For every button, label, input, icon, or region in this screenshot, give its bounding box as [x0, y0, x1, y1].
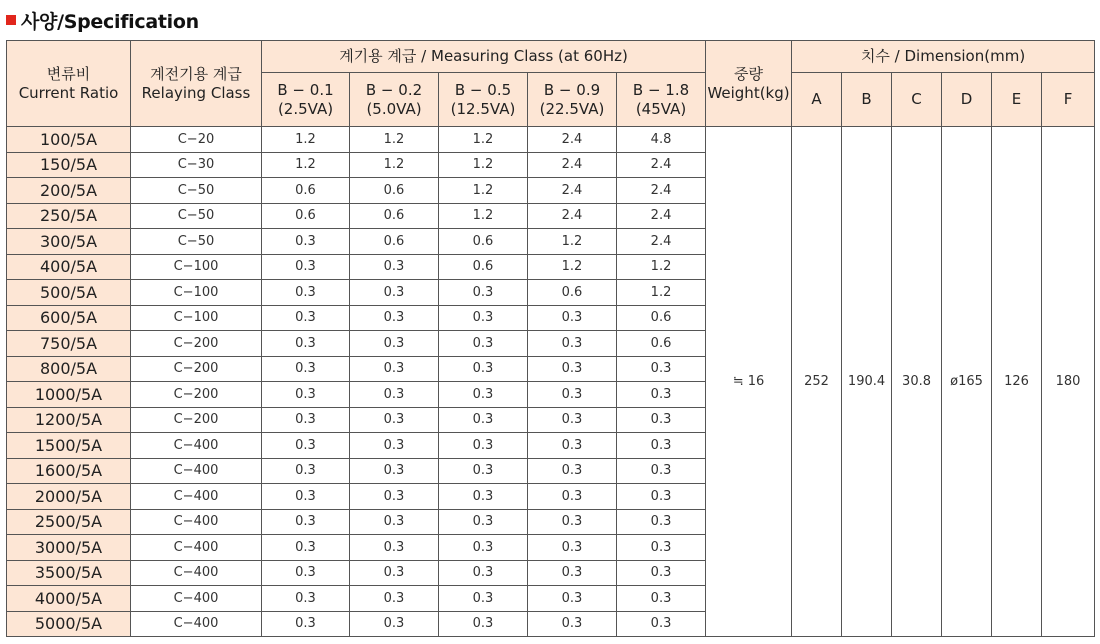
measuring-value-cell: 0.3	[262, 331, 350, 357]
current-ratio-cell: 200/5A	[7, 178, 131, 204]
current-ratio-cell: 2500/5A	[7, 509, 131, 535]
section-title	[6, 7, 199, 33]
red-square-icon	[6, 15, 16, 25]
measuring-value-cell: 0.3	[262, 509, 350, 535]
measuring-value-cell: 0.3	[350, 305, 439, 331]
dimension-value-cell: 180	[1042, 127, 1095, 637]
header-measuring-class: 계기용 계급 / Measuring Class (at 60Hz)	[262, 41, 706, 73]
relaying-class-cell: C−20	[131, 127, 262, 153]
header-dimension-col: C	[892, 73, 942, 127]
measuring-value-cell: 0.3	[350, 382, 439, 408]
relaying-class-cell: C−400	[131, 586, 262, 612]
current-ratio-cell: 100/5A	[7, 127, 131, 153]
measuring-value-cell: 0.3	[528, 382, 617, 408]
measuring-value-cell: 1.2	[439, 152, 528, 178]
measuring-value-cell: 0.6	[439, 254, 528, 280]
measuring-value-cell: 0.3	[617, 509, 706, 535]
measuring-value-cell: 0.6	[617, 305, 706, 331]
measuring-value-cell: 0.3	[439, 433, 528, 459]
measuring-value-cell: 0.3	[439, 280, 528, 306]
dimension-value-cell: ø165	[942, 127, 992, 637]
dimension-value-cell: 252	[792, 127, 842, 637]
measuring-value-cell: 0.3	[439, 458, 528, 484]
measuring-value-cell: 0.3	[262, 280, 350, 306]
measuring-value-cell: 0.3	[262, 484, 350, 510]
measuring-value-cell: 0.3	[439, 484, 528, 510]
header-dimension-col: B	[842, 73, 892, 127]
relaying-class-cell: C−400	[131, 509, 262, 535]
current-ratio-cell: 4000/5A	[7, 586, 131, 612]
measuring-value-cell: 0.3	[262, 535, 350, 561]
measuring-value-cell: 0.3	[262, 229, 350, 255]
measuring-value-cell: 2.4	[528, 152, 617, 178]
measuring-value-cell: 0.3	[617, 484, 706, 510]
measuring-value-cell: 0.3	[528, 560, 617, 586]
relaying-class-cell: C−200	[131, 331, 262, 357]
measuring-value-cell: 2.4	[528, 178, 617, 204]
measuring-value-cell: 0.3	[528, 331, 617, 357]
measuring-value-cell: 0.6	[262, 178, 350, 204]
current-ratio-cell: 1600/5A	[7, 458, 131, 484]
current-ratio-cell: 800/5A	[7, 356, 131, 382]
measuring-value-cell: 0.3	[350, 458, 439, 484]
measuring-value-cell: 0.3	[617, 611, 706, 637]
measuring-value-cell: 1.2	[528, 254, 617, 280]
measuring-value-cell: 1.2	[617, 254, 706, 280]
measuring-value-cell: 2.4	[528, 127, 617, 153]
measuring-value-cell: 0.3	[617, 433, 706, 459]
table-body	[7, 127, 1095, 637]
measuring-value-cell: 0.3	[262, 458, 350, 484]
relaying-class-cell: C−100	[131, 280, 262, 306]
relaying-class-cell: C−400	[131, 433, 262, 459]
measuring-value-cell: 0.3	[262, 433, 350, 459]
header-dimension-col: F	[1042, 73, 1095, 127]
current-ratio-cell: 750/5A	[7, 331, 131, 357]
measuring-value-cell: 0.3	[262, 382, 350, 408]
measuring-value-cell: 0.3	[528, 305, 617, 331]
current-ratio-cell: 2000/5A	[7, 484, 131, 510]
measuring-value-cell: 0.3	[617, 586, 706, 612]
measuring-value-cell: 1.2	[350, 152, 439, 178]
measuring-value-cell: 0.3	[528, 509, 617, 535]
measuring-value-cell: 0.3	[350, 509, 439, 535]
measuring-value-cell: 0.3	[439, 407, 528, 433]
measuring-value-cell: 0.3	[439, 305, 528, 331]
measuring-value-cell: 2.4	[617, 203, 706, 229]
header-dimension-col: A	[792, 73, 842, 127]
current-ratio-cell: 3500/5A	[7, 560, 131, 586]
measuring-value-cell: 1.2	[439, 203, 528, 229]
measuring-value-cell: 0.3	[439, 535, 528, 561]
measuring-value-cell: 2.4	[617, 178, 706, 204]
dimension-value-cell: 30.8	[892, 127, 942, 637]
measuring-value-cell: 0.3	[617, 560, 706, 586]
measuring-value-cell: 0.3	[439, 586, 528, 612]
measuring-value-cell: 0.6	[350, 229, 439, 255]
measuring-value-cell: 0.3	[439, 331, 528, 357]
current-ratio-cell: 600/5A	[7, 305, 131, 331]
measuring-value-cell: 0.3	[350, 611, 439, 637]
measuring-value-cell: 0.3	[262, 586, 350, 612]
measuring-value-cell: 0.6	[350, 203, 439, 229]
current-ratio-cell: 5000/5A	[7, 611, 131, 637]
measuring-value-cell: 0.3	[350, 433, 439, 459]
measuring-value-cell: 1.2	[617, 280, 706, 306]
measuring-value-cell: 0.3	[262, 560, 350, 586]
header-relaying-class: 계전기용 계급 Relaying Class	[131, 41, 262, 127]
measuring-value-cell: 0.3	[350, 331, 439, 357]
measuring-value-cell: 0.3	[350, 586, 439, 612]
current-ratio-cell: 300/5A	[7, 229, 131, 255]
relaying-class-cell: C−400	[131, 535, 262, 561]
weight-cell: ≒ 16	[706, 127, 792, 637]
current-ratio-cell: 500/5A	[7, 280, 131, 306]
measuring-value-cell: 0.3	[528, 433, 617, 459]
relaying-class-cell: C−400	[131, 560, 262, 586]
measuring-value-cell: 1.2	[262, 152, 350, 178]
measuring-value-cell: 0.3	[528, 356, 617, 382]
measuring-value-cell: 1.2	[439, 127, 528, 153]
relaying-class-cell: C−400	[131, 611, 262, 637]
current-ratio-cell: 1200/5A	[7, 407, 131, 433]
measuring-value-cell: 0.3	[439, 560, 528, 586]
measuring-value-cell: 1.2	[439, 178, 528, 204]
measuring-value-cell: 0.3	[350, 280, 439, 306]
measuring-value-cell: 0.3	[439, 356, 528, 382]
specification-table	[6, 40, 1095, 637]
measuring-value-cell: 0.3	[617, 356, 706, 382]
measuring-value-cell: 2.4	[617, 152, 706, 178]
measuring-value-cell: 0.3	[617, 382, 706, 408]
measuring-value-cell: 0.6	[617, 331, 706, 357]
measuring-value-cell: 0.3	[528, 586, 617, 612]
measuring-value-cell: 0.3	[617, 535, 706, 561]
measuring-value-cell: 0.3	[350, 407, 439, 433]
measuring-value-cell: 0.3	[528, 535, 617, 561]
header-dimension: 치수 / Dimension(mm)	[792, 41, 1095, 73]
measuring-value-cell: 0.3	[439, 509, 528, 535]
relaying-class-cell: C−50	[131, 229, 262, 255]
measuring-value-cell: 0.3	[262, 254, 350, 280]
measuring-value-cell: 0.3	[617, 407, 706, 433]
current-ratio-cell: 400/5A	[7, 254, 131, 280]
measuring-value-cell: 0.3	[262, 611, 350, 637]
measuring-value-cell: 0.3	[262, 356, 350, 382]
current-ratio-cell: 1500/5A	[7, 433, 131, 459]
relaying-class-cell: C−50	[131, 178, 262, 204]
measuring-value-cell: 0.3	[439, 382, 528, 408]
measuring-value-cell: 0.3	[617, 458, 706, 484]
measuring-value-cell: 0.3	[528, 407, 617, 433]
header-current-ratio: 변류비 Current Ratio	[7, 41, 131, 127]
relaying-class-cell: C−200	[131, 407, 262, 433]
measuring-value-cell: 0.6	[350, 178, 439, 204]
measuring-value-cell: 0.3	[350, 254, 439, 280]
measuring-value-cell: 2.4	[617, 229, 706, 255]
measuring-value-cell: 0.3	[528, 458, 617, 484]
relaying-class-cell: C−30	[131, 152, 262, 178]
measuring-value-cell: 2.4	[528, 203, 617, 229]
header-measuring-col: B − 1.8 (45VA)	[617, 73, 706, 127]
section-title-text: 사양/Specification	[21, 10, 199, 33]
dimension-value-cell: 190.4	[842, 127, 892, 637]
relaying-class-cell: C−400	[131, 458, 262, 484]
measuring-value-cell: 0.3	[350, 535, 439, 561]
relaying-class-cell: C−50	[131, 203, 262, 229]
relaying-class-cell: C−100	[131, 254, 262, 280]
measuring-value-cell: 4.8	[617, 127, 706, 153]
relaying-class-cell: C−200	[131, 382, 262, 408]
measuring-value-cell: 1.2	[528, 229, 617, 255]
relaying-class-cell: C−100	[131, 305, 262, 331]
measuring-value-cell: 0.6	[528, 280, 617, 306]
measuring-value-cell: 0.3	[350, 560, 439, 586]
measuring-value-cell: 0.3	[439, 611, 528, 637]
relaying-class-cell: C−200	[131, 356, 262, 382]
header-dimension-col: E	[992, 73, 1042, 127]
measuring-value-cell: 0.3	[350, 356, 439, 382]
header-measuring-col: B − 0.1 (2.5VA)	[262, 73, 350, 127]
measuring-value-cell: 1.2	[350, 127, 439, 153]
measuring-value-cell: 0.3	[262, 305, 350, 331]
current-ratio-cell: 250/5A	[7, 203, 131, 229]
relaying-class-cell: C−400	[131, 484, 262, 510]
current-ratio-cell: 3000/5A	[7, 535, 131, 561]
dimension-value-cell: 126	[992, 127, 1042, 637]
header-measuring-col: B − 0.5 (12.5VA)	[439, 73, 528, 127]
current-ratio-cell: 150/5A	[7, 152, 131, 178]
header-dimension-col: D	[942, 73, 992, 127]
measuring-value-cell: 1.2	[262, 127, 350, 153]
table-row	[7, 127, 1095, 153]
measuring-value-cell: 0.3	[528, 484, 617, 510]
current-ratio-cell: 1000/5A	[7, 382, 131, 408]
measuring-value-cell: 0.6	[439, 229, 528, 255]
header-measuring-col: B − 0.2 (5.0VA)	[350, 73, 439, 127]
measuring-value-cell: 0.6	[262, 203, 350, 229]
measuring-value-cell: 0.3	[262, 407, 350, 433]
header-weight: 중량 Weight(kg)	[706, 41, 792, 127]
measuring-value-cell: 0.3	[350, 484, 439, 510]
header-measuring-col: B − 0.9 (22.5VA)	[528, 73, 617, 127]
measuring-value-cell: 0.3	[528, 611, 617, 637]
